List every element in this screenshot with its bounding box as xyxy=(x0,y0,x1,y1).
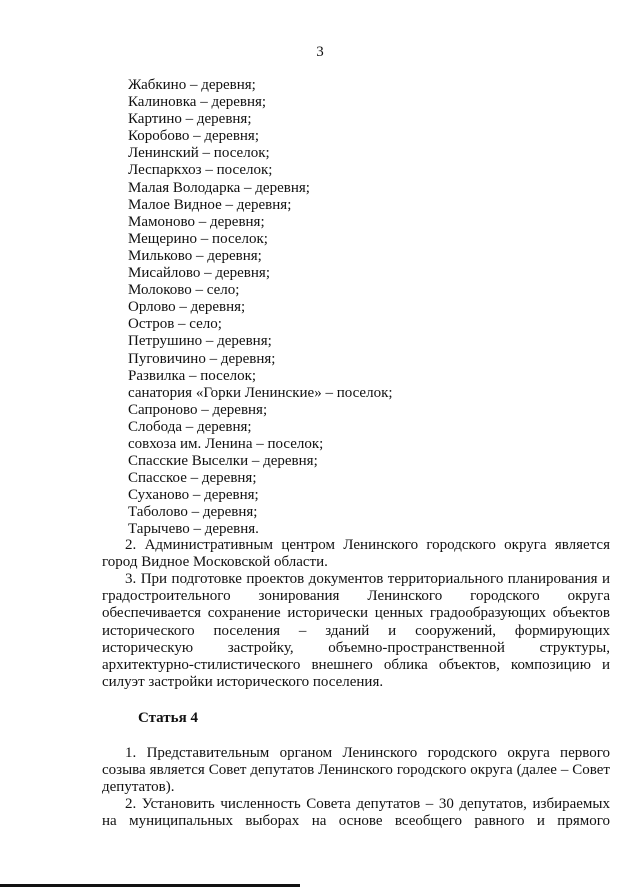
paragraph-text: 2. Установить численность Совета депутатов – 30 депутатов, избираемых на муниципальных выборах на основе всеобщего равного и прямого xyxy=(102,796,610,830)
list-item: совхоза им. Ленина – поселок; xyxy=(128,435,324,452)
article-heading: Статья 4 xyxy=(138,710,198,726)
council-size-paragraph xyxy=(102,796,610,830)
list-item: Молоково – село; xyxy=(128,282,240,299)
historical-settlement-paragraph xyxy=(102,571,610,691)
list-item: Картино – деревня; xyxy=(128,111,252,128)
paragraph-text: 3. При подготовке проектов документов территориального планирования и градостроительного зонирования Ленинского городского округа обеспечивается сохранение исторически ценных градообразующих объектов исторического поселения – зданий и сооружений, формирующих историческую застройку, объемно-пространственной структуры, архитектурно-стилистического внешнего облика объектов, композицию и силуэт застройки исторического поселения. xyxy=(102,571,610,691)
list-item: Спасские Выселки – деревня; xyxy=(128,453,318,470)
list-item: Развилка – поселок; xyxy=(128,367,257,384)
bottom-scan-line xyxy=(0,884,300,887)
list-item: Орлово – деревня; xyxy=(128,299,246,316)
list-item: Калиновка – деревня; xyxy=(128,94,267,111)
list-item: Коробово – деревня; xyxy=(128,128,259,145)
list-item: Мисайлово – деревня; xyxy=(128,265,270,282)
list-item: Пуговичино – деревня; xyxy=(128,350,276,367)
list-item: Тарычево – деревня. xyxy=(128,521,259,538)
list-item: санатория «Горки Ленинские» – поселок; xyxy=(128,384,393,401)
list-item: Сапроново – деревня; xyxy=(128,401,268,418)
representative-body-paragraph xyxy=(102,745,610,797)
list-item: Малое Видное – деревня; xyxy=(128,196,292,213)
list-item: Мильково – деревня; xyxy=(128,247,262,264)
paragraph-text: 1. Представительным органом Ленинского городского округа первого созыва является Совет депутатов Ленинского городского округа (далее – Совет депутатов). xyxy=(102,745,610,796)
list-item: Мещерино – поселок; xyxy=(128,230,268,247)
paragraph-text: 2. Административным центром Ленинского городского округа является город Видное Московской области. xyxy=(102,537,610,571)
list-item: Суханово – деревня; xyxy=(128,487,259,504)
list-item: Спасское – деревня; xyxy=(128,470,257,487)
list-item: Жабкино – деревня; xyxy=(128,77,256,93)
list-item: Петрушино – деревня; xyxy=(128,333,272,350)
list-item: Малая Володарка – деревня; xyxy=(128,179,310,196)
page-number: 3 xyxy=(316,44,324,60)
list-item: Ленинский – поселок; xyxy=(128,145,270,162)
list-item: Остров – село; xyxy=(128,316,222,333)
list-item: Леспаркхоз – поселок; xyxy=(128,162,273,179)
list-item: Таболово – деревня; xyxy=(128,504,258,521)
settlement-list xyxy=(128,77,393,539)
list-item: Мамоново – деревня; xyxy=(128,213,265,230)
list-item: Слобода – деревня; xyxy=(128,418,252,435)
administrative-center-paragraph xyxy=(102,537,610,571)
